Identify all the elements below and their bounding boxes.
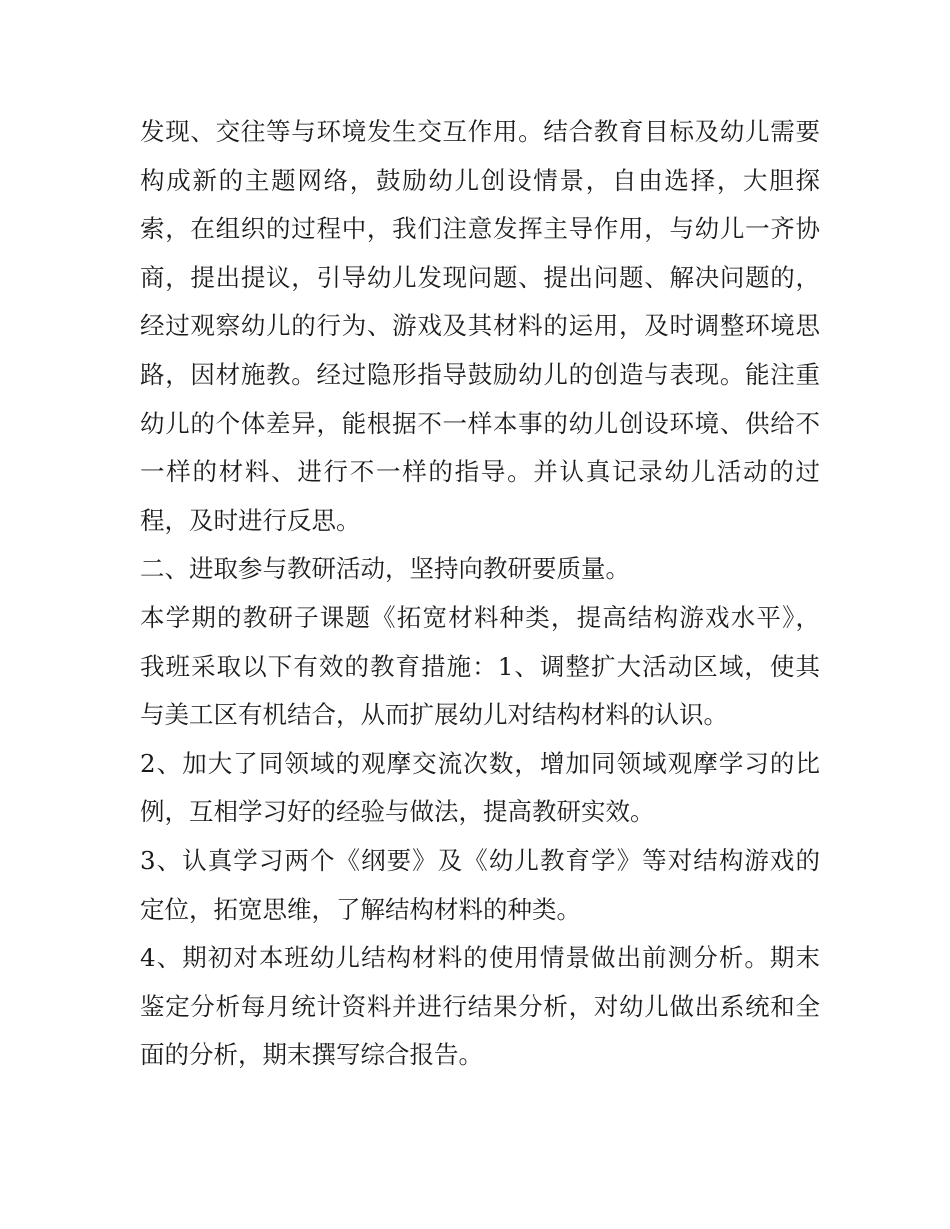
text-line: 路，因材施教。经过隐形指导鼓励幼儿的创造与表现。能注重	[140, 359, 820, 389]
text-line: 发现、交往等与环境发生交互作用。结合教育目标及幼儿需要	[140, 117, 820, 146]
list-item-4	[140, 934, 820, 1080]
text-line: 与美工区有机结合，从而扩展幼儿对结构材料的认识。	[140, 700, 728, 730]
text-line: 本学期的教研子课题《拓宽材料种类，提高结构游戏水平》，	[140, 602, 820, 632]
text-line: 3、认真学习两个《纲要》及《幼儿教育学》等对结构游戏的	[140, 845, 820, 875]
text-line: 幼儿的个体差异，能根据不一样本事的幼儿创设环境、供给不	[140, 408, 820, 438]
text-line: 鉴定分析每月统计资料并进行结果分析，对幼儿做出系统和全	[140, 991, 820, 1021]
text-line: 经过观察幼儿的行为、游戏及其材料的运用，及时调整环境思	[140, 311, 820, 341]
heading-line: 二、进取参与教研活动，坚持向教研要质量。	[140, 554, 630, 584]
section-heading-teaching-research	[140, 545, 820, 594]
list-item-2	[140, 740, 820, 837]
text-line: 我班采取以下有效的教育措施：1、调整扩大活动区域，使其	[140, 651, 820, 681]
text-line: 4、期初对本班幼儿结构材料的使用情景做出前测分析。期末	[140, 943, 820, 973]
paragraph-research-topic	[140, 594, 820, 740]
paragraph-environment	[140, 108, 820, 545]
text-line: 程，及时进行反思。	[140, 505, 361, 535]
document-body	[140, 108, 820, 1080]
list-item-3	[140, 837, 820, 934]
text-line: 定位，拓宽思维，了解结构材料的种类。	[140, 894, 581, 924]
text-line: 一样的材料、进行不一样的指导。并认真记录幼儿活动的过	[140, 457, 820, 487]
text-line: 索，在组织的过程中，我们注意发挥主导作用，与幼儿一齐协	[140, 214, 820, 244]
text-line: 2、加大了同领域的观摩交流次数，增加同领域观摩学习的比	[140, 748, 820, 778]
text-line: 面的分析，期末撰写综合报告。	[140, 1040, 483, 1070]
text-line: 商，提出提议，引导幼儿发现问题、提出问题、解决问题的，	[140, 262, 820, 292]
text-line: 例，互相学习好的经验与做法，提高教研实效。	[140, 797, 655, 827]
text-line: 构成新的主题网络，鼓励幼儿创设情景，自由选择，大胆探	[140, 165, 820, 195]
